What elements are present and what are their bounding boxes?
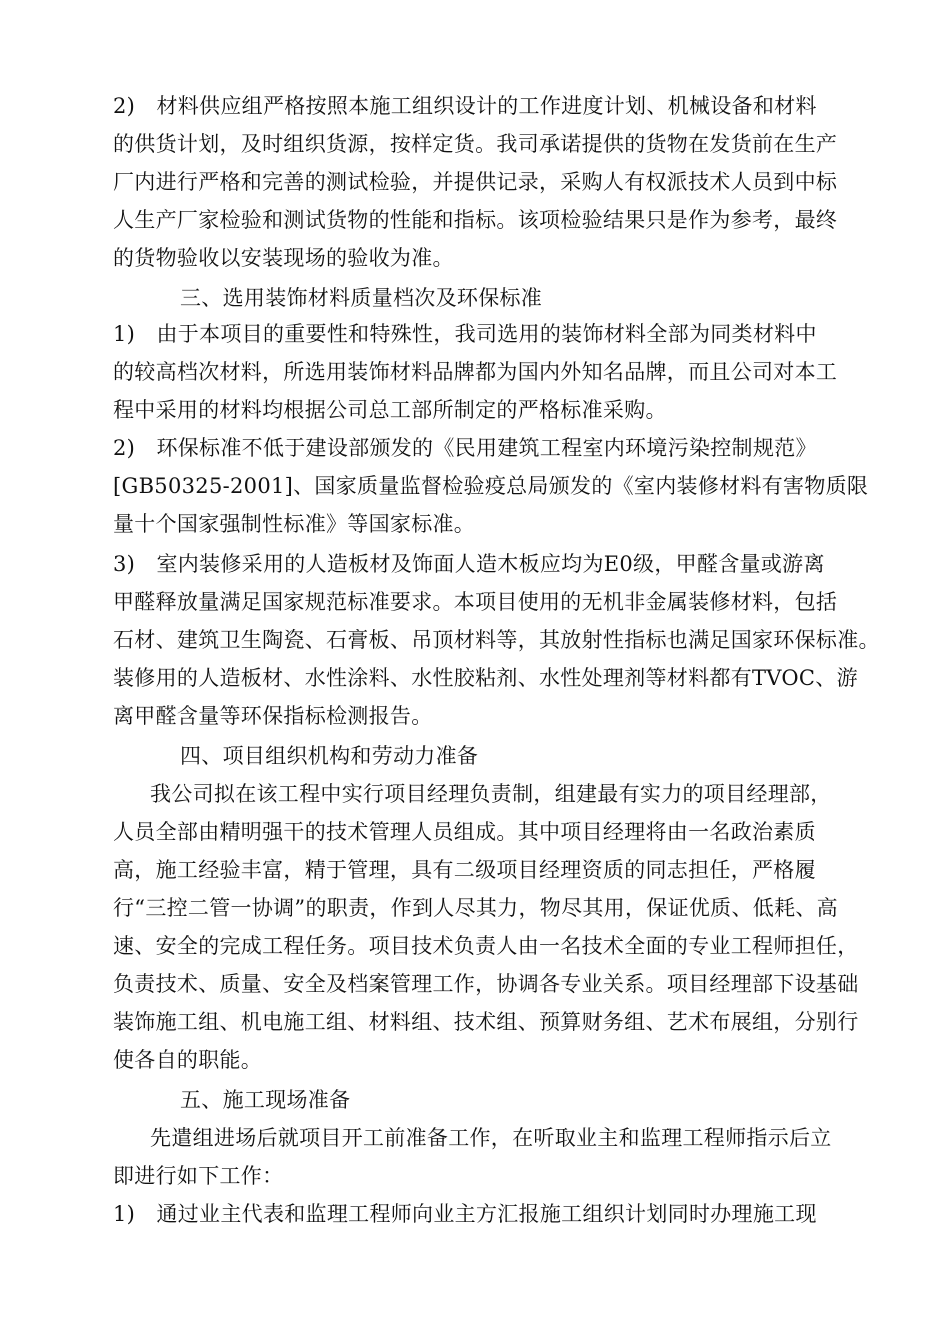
paragraph-line: 离甲醛含量等环保指标检测报告。 [113, 704, 433, 728]
paragraph-line: 甲醛释放量满足国家规范标准要求。本项目使用的无机非金属装修材料，包括 [113, 590, 838, 614]
paragraph-line: 人员全部由精明强干的技术管理人员组成。其中项目经理将由一名政治素质 [113, 820, 816, 844]
paragraph-line: [GB50325-2001]、国家质量监督检验疫总局颁发的《室内装修材料有害物质限 [113, 474, 869, 498]
paragraph-line: 高，施工经验丰富，精于管理，具有二级项目经理资质的同志担任，严格履 [113, 858, 816, 882]
paragraph-line: 程中采用的材料均根据公司总工部所制定的严格标准采购。 [113, 398, 667, 422]
paragraph-line: 的货物验收以安装现场的验收为准。 [113, 246, 454, 270]
paragraph-line: 的供货计划，及时组织货源，按样定货。我司承诺提供的货物在发货前在生产 [113, 132, 838, 156]
paragraph-line: 量十个国家强制性标准》等国家标准。 [113, 512, 476, 536]
paragraph-line: 即进行如下工作： [113, 1164, 284, 1188]
section-heading: 五、施工现场准备 [180, 1088, 351, 1112]
paragraph-line: 石材、建筑卫生陶瓷、石膏板、吊顶材料等，其放射性指标也满足国家环保标准。 [113, 628, 880, 652]
paragraph-line: 2) 材料供应组严格按照本施工组织设计的工作进度计划、机械设备和材料 [113, 94, 817, 118]
paragraph-line: 我公司拟在该工程中实行项目经理负责制，组建最有实力的项目经理部， [150, 782, 832, 806]
paragraph-line: 速、安全的完成工程任务。项目技术负责人由一名技术全面的专业工程师担任， [113, 934, 859, 958]
paragraph-line: 行“三控二管一协调”的职责，作到人尽其力，物尽其用，保证优质、低耗、高 [113, 896, 838, 920]
paragraph-line: 的较高档次材料，所选用装饰材料品牌都为国内外知名品牌，而且公司对本工 [113, 360, 838, 384]
paragraph-line: 2) 环保标准不低于建设部颁发的《民用建筑工程室内环境污染控制规范》 [113, 436, 817, 460]
paragraph-line: 使各自的职能。 [113, 1048, 263, 1072]
paragraph-line: 先遣组进场后就项目开工前准备工作，在听取业主和监理工程师指示后立 [150, 1126, 832, 1150]
paragraph-line: 装饰施工组、机电施工组、材料组、技术组、预算财务组、艺术布展组，分别行 [113, 1010, 859, 1034]
paragraph-line: 人生产厂家检验和测试货物的性能和指标。该项检验结果只是作为参考，最终 [113, 208, 838, 232]
paragraph-line: 厂内进行严格和完善的测试检验，并提供记录，采购人有权派技术人员到中标 [113, 170, 838, 194]
paragraph-line: 1) 通过业主代表和监理工程师向业主方汇报施工组织计划同时办理施工现 [113, 1202, 817, 1226]
paragraph-line: 装修用的人造板材、水性涂料、水性胶粘剂、水性处理剂等材料都有TVOC、游 [113, 666, 858, 690]
paragraph-line: 负责技术、质量、安全及档案管理工作，协调各专业关系。项目经理部下设基础 [113, 972, 859, 996]
section-heading: 四、项目组织机构和劳动力准备 [180, 744, 479, 768]
paragraph-line: 1) 由于本项目的重要性和特殊性，我司选用的装饰材料全部为同类材料中 [113, 322, 817, 346]
section-heading: 三、选用装饰材料质量档次及环保标准 [180, 286, 543, 310]
paragraph-line: 3) 室内装修采用的人造板材及饰面人造木板应均为E0级，甲醛含量或游离 [113, 552, 825, 576]
